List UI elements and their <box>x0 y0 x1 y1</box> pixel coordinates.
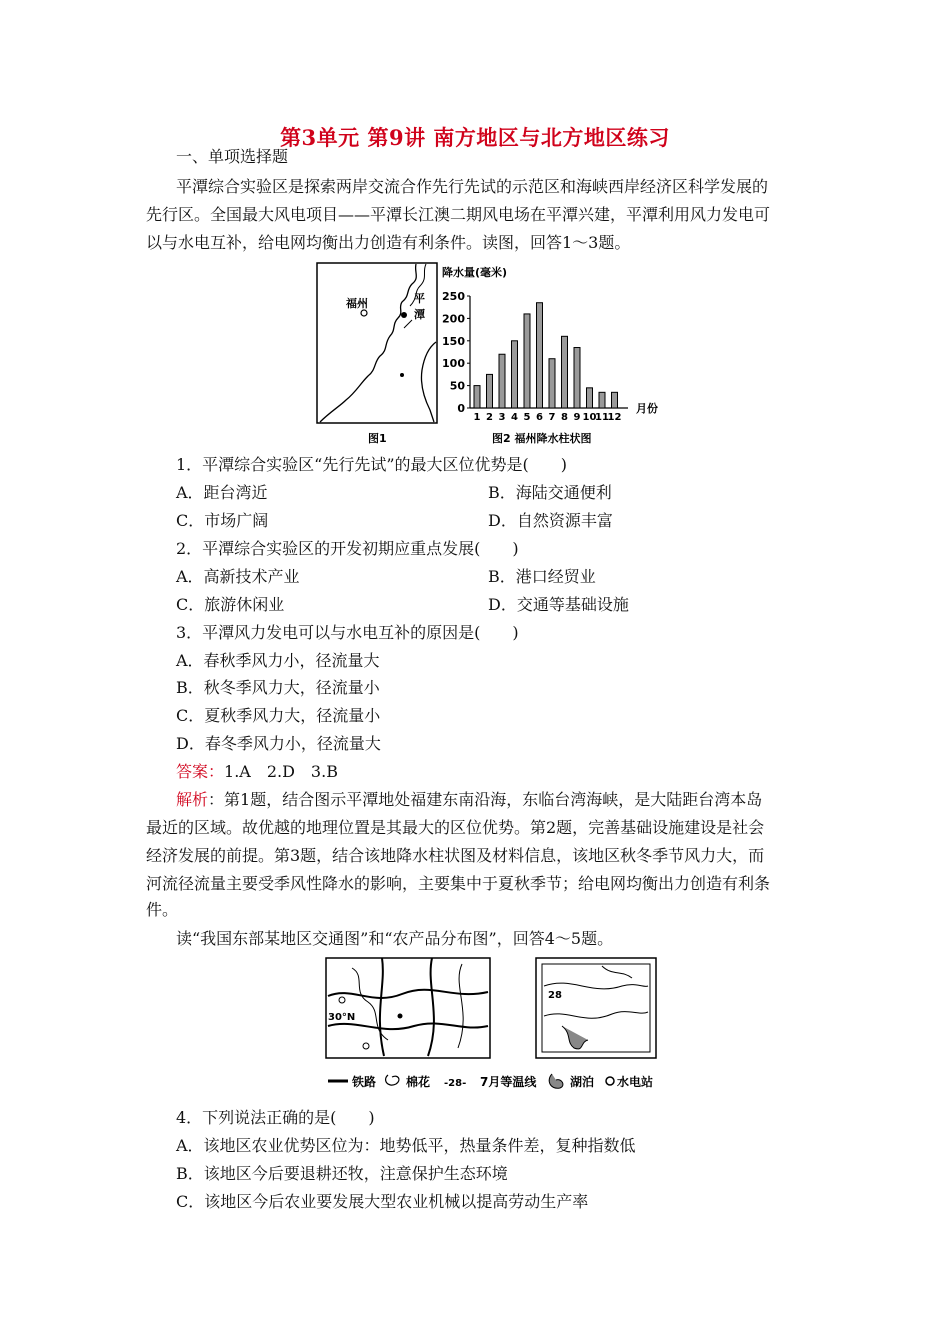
legend-isotherm-symbol: -28- <box>444 1078 467 1089</box>
chart-xtick-label: 10 <box>582 412 597 423</box>
chart-xtick-label: 5 <box>523 412 531 423</box>
analysis-line2: 最近的区域。故优越的地理位置是其最大的区位优势。第2题，完善基础设施建设是社会 <box>146 818 765 837</box>
analysis-label: 解析 <box>176 790 209 809</box>
hydro-legend-icon <box>606 1077 614 1085</box>
q1-option-d: D．自然资源丰富 <box>488 511 613 530</box>
chart-bar <box>512 341 518 408</box>
chart-xlabel: 月份 <box>636 402 658 415</box>
passage1-line2: 先行区。全国最大风电项目——平潭长江澳二期风电场在平潭兴建，平潭利用风力发电可 <box>146 205 771 224</box>
chart-ytick-label: 100 <box>442 357 465 371</box>
passage2: 读“我国东部某地区交通图”和“农产品分布图”，回答4～5题。 <box>176 929 614 948</box>
q2-option-c: C．旅游休闲业 <box>176 595 285 614</box>
q4-option-c: C．该地区今后农业要发展大型农业机械以提高劳动生产率 <box>176 1192 589 1211</box>
q3-stem: 3．平潭风力发电可以与水电互补的原因是( ) <box>176 623 519 642</box>
q4-option-b: B．该地区今后要退耕还牧，注意保护生态环境 <box>176 1164 508 1183</box>
fig1-place-label-1: 平 <box>414 292 425 305</box>
chart-xtick-label: 12 <box>607 412 622 423</box>
chart-xtick-label: 1 <box>473 412 481 423</box>
chart-bar <box>474 386 480 408</box>
figure-maps-q4-5 <box>322 956 662 1096</box>
latitude-label: 30°N <box>328 1012 356 1023</box>
analysis-line4: 河流径流量主要受季风性降水的影响，主要集中于夏秋季节；给电网均衡出力创造有利条 <box>146 874 771 893</box>
q3-option-d: D．春冬季风力小，径流量大 <box>176 734 381 753</box>
analysis-line5: 件。 <box>146 900 179 919</box>
chart-bar <box>524 314 530 408</box>
fig1-city-label: 福州 <box>346 297 368 310</box>
legend-railway: 铁路 <box>352 1075 377 1089</box>
chart-ytick-label: 150 <box>442 334 465 348</box>
analysis-text-1: ：第1题，结合图示平潭地处福建东南沿海，东临台湾海峡，是大陆距台湾本岛 <box>208 790 763 809</box>
q1-option-c: C．市场广阔 <box>176 511 269 530</box>
chart-ytick-label: 200 <box>442 312 465 326</box>
maps-legend <box>328 1074 653 1089</box>
q3-option-a: A．春秋季风力小，径流量大 <box>176 651 380 670</box>
chart-xtick-label: 11 <box>595 412 609 423</box>
q3-option-b: B．秋冬季风力大，径流量小 <box>176 678 380 697</box>
q2-option-b: B．港口经贸业 <box>488 567 596 586</box>
chart-xtick-label: 8 <box>561 412 568 423</box>
chart-xtick-label: 6 <box>536 412 543 423</box>
chart-bar <box>612 392 618 408</box>
chart-bar <box>537 303 543 408</box>
fig1-place-label-2: 潭 <box>414 308 425 321</box>
passage1-line1: 平潭综合实验区是探索两岸交流合作先行先试的示范区和海峡西岸经济区科学发展的 <box>176 177 769 196</box>
analysis-line1 <box>176 789 762 811</box>
q2-stem: 2．平潭综合实验区的开发初期应重点发展( ) <box>176 539 519 558</box>
q4-option-a: A．该地区农业优势区位为：地势低平，热量条件差，复种指数低 <box>176 1136 636 1155</box>
analysis-line3: 经济发展的前提。第3题，结合该地降水柱状图及材料信息，该地区秋冬季节风力大，而 <box>146 846 765 865</box>
cotton-legend-icon <box>386 1075 399 1085</box>
answer-text: 1.A 2.D 3.B <box>224 762 338 781</box>
answer-line <box>176 761 338 783</box>
q1-option-a: A．距台湾近 <box>176 483 268 502</box>
chart-bar <box>487 374 493 408</box>
chart-xtick-label: 9 <box>573 412 581 423</box>
page-title: 第3单元 第9讲 南方地区与北方地区练习 <box>280 125 670 150</box>
agriculture-map <box>536 958 656 1058</box>
chart-bar <box>562 336 568 408</box>
chart-ytick-label: 250 <box>442 290 465 303</box>
section-heading: 一、单项选择题 <box>176 147 289 166</box>
lake-legend-icon <box>549 1074 563 1088</box>
legend-cotton: 棉花 <box>406 1075 431 1089</box>
chart-xtick-label: 7 <box>548 412 556 423</box>
chart-bar <box>587 388 593 408</box>
isotherm-value-label: 28 <box>548 990 562 1001</box>
legend-isotherm: 7月等温线 <box>480 1075 537 1089</box>
figure1-map <box>316 262 440 447</box>
q3-option-c: C．夏秋季风力大，径流量小 <box>176 706 381 725</box>
chart-bar <box>549 359 555 408</box>
chart-title: 图2 福州降水柱状图 <box>492 432 592 445</box>
q2-option-a: A．高新技术产业 <box>176 567 300 586</box>
chart-xtick-label: 3 <box>498 412 506 423</box>
passage1-line3: 以与水电互补，给电网均衡出力创造有利条件。读图，回答1～3题。 <box>146 233 631 252</box>
chart-xtick-label: 2 <box>486 412 493 423</box>
chart-bar <box>499 354 505 408</box>
chart-bar <box>574 348 580 408</box>
q4-stem: 4．下列说法正确的是( ) <box>176 1108 375 1127</box>
figure2-precip-chart <box>440 262 670 447</box>
transport-map <box>326 958 490 1058</box>
chart-ytick-label: 0 <box>457 402 465 415</box>
q2-option-d: D．交通等基础设施 <box>488 595 629 614</box>
chart-ylabel: 降水量(毫米) <box>442 266 508 279</box>
chart-xtick-label: 4 <box>511 412 518 423</box>
q1-option-b: B．海陆交通便利 <box>488 483 612 502</box>
fig1-caption: 图1 <box>368 432 387 445</box>
answer-label: 答案： <box>176 762 225 781</box>
legend-lake: 湖泊 <box>570 1075 595 1089</box>
chart-ytick-label: 50 <box>449 379 465 393</box>
legend-hydro: 水电站 <box>617 1075 654 1089</box>
q1-stem: 1．平潭综合实验区“先行先试”的最大区位优势是( ) <box>176 455 568 474</box>
chart-bar <box>599 392 605 408</box>
